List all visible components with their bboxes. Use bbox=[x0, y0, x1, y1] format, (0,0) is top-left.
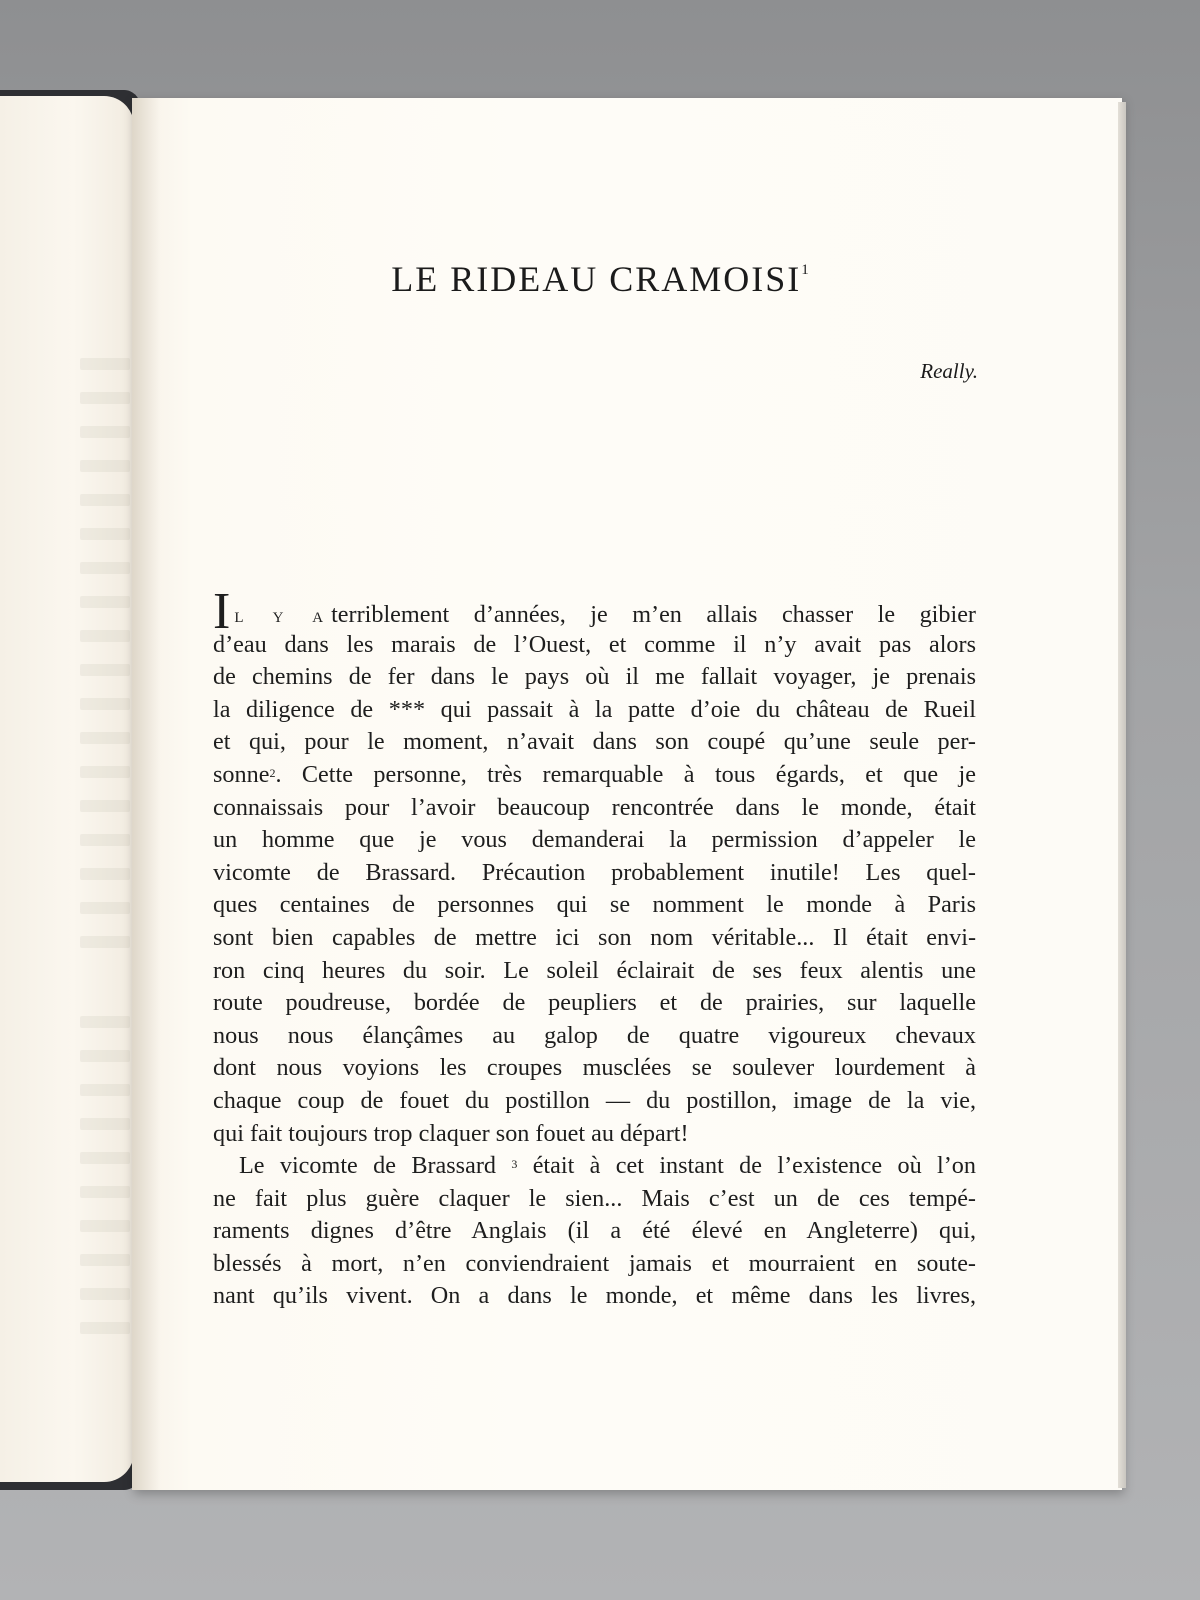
text-line: nant qu’ils vivent. On a dans le monde, et même dans les livres, bbox=[213, 1282, 976, 1310]
gutter-shadow bbox=[132, 98, 160, 1490]
text-line: un homme que je vous demanderai la permission d’appeler le bbox=[213, 826, 976, 854]
title-footnote-marker: 1 bbox=[801, 262, 809, 278]
drop-cap: I bbox=[213, 583, 231, 640]
text-line: sonne$^2$. Cette personne, très remarquable à tous égards, et que je bbox=[213, 760, 976, 788]
small-caps-opening: L Y A bbox=[234, 610, 328, 626]
footnote-marker: 2 bbox=[269, 765, 276, 780]
text-line: d’eau dans les marais de l’Ouest, et comme il n’y avait pas alors bbox=[213, 630, 976, 658]
text-line: qui fait toujours trop claquer son fouet au départ! bbox=[213, 1119, 689, 1147]
epigraph: Really. bbox=[920, 359, 978, 383]
text-line: route poudreuse, bordée de peupliers et de prairies, sur laquelle bbox=[213, 989, 976, 1017]
text-line: ron cinq heures du soir. Le soleil éclairait de ses feux alentis une bbox=[213, 956, 976, 984]
text-line: vicomte de Brassard. Précaution probablement inutile! Les quel- bbox=[213, 858, 976, 886]
text-line: la diligence de *** qui passait à la patte d’oie du château de Rueil bbox=[213, 695, 976, 723]
left-page bbox=[0, 96, 134, 1482]
text-line: et qui, pour le moment, n’avait dans son coupé qu’une seule per- bbox=[213, 728, 976, 756]
text-line: dont nous voyions les croupes musclées se soulever lourdement à bbox=[213, 1054, 976, 1082]
body-text bbox=[213, 583, 976, 1313]
text-line: de chemins de fer dans le pays où il me fallait voyager, je prenais bbox=[213, 663, 976, 691]
title-text: LE RIDEAU CRAMOISI bbox=[391, 259, 802, 299]
footnote-marker: 3 bbox=[511, 1157, 518, 1172]
text-line: blessés à mort, n’en conviendraient jamais et mourraient en soute- bbox=[213, 1249, 976, 1277]
text-line: ne fait plus guère claquer le sien... Mais c’est un de ces tempé- bbox=[213, 1184, 976, 1212]
text-line: Le vicomte de Brassard $^3$ était à cet instant de l’existence où l’on bbox=[239, 1152, 976, 1180]
text-line: sont bien capables de mettre ici son nom véritable... Il était envi- bbox=[213, 923, 976, 951]
text-line: chaque coup de fouet du postillon — du postillon, image de la vie, bbox=[213, 1086, 976, 1114]
text-line: I L Y A terriblement d’années, je m’en allais chasser le gibier bbox=[213, 583, 976, 640]
text-line: nous nous élançâmes au galop de quatre vigoureux chevaux bbox=[213, 1021, 976, 1049]
text-line: raments dignes d’être Anglais (il a été élevé en Angleterre) qui, bbox=[213, 1217, 976, 1245]
text-line: connaissais pour l’avoir beaucoup rencontrée dans le monde, était bbox=[213, 793, 976, 821]
page-title bbox=[200, 258, 1000, 300]
page-edge bbox=[1118, 102, 1126, 1488]
text-line: ques centaines de personnes qui se nomment le monde à Paris bbox=[213, 891, 976, 919]
